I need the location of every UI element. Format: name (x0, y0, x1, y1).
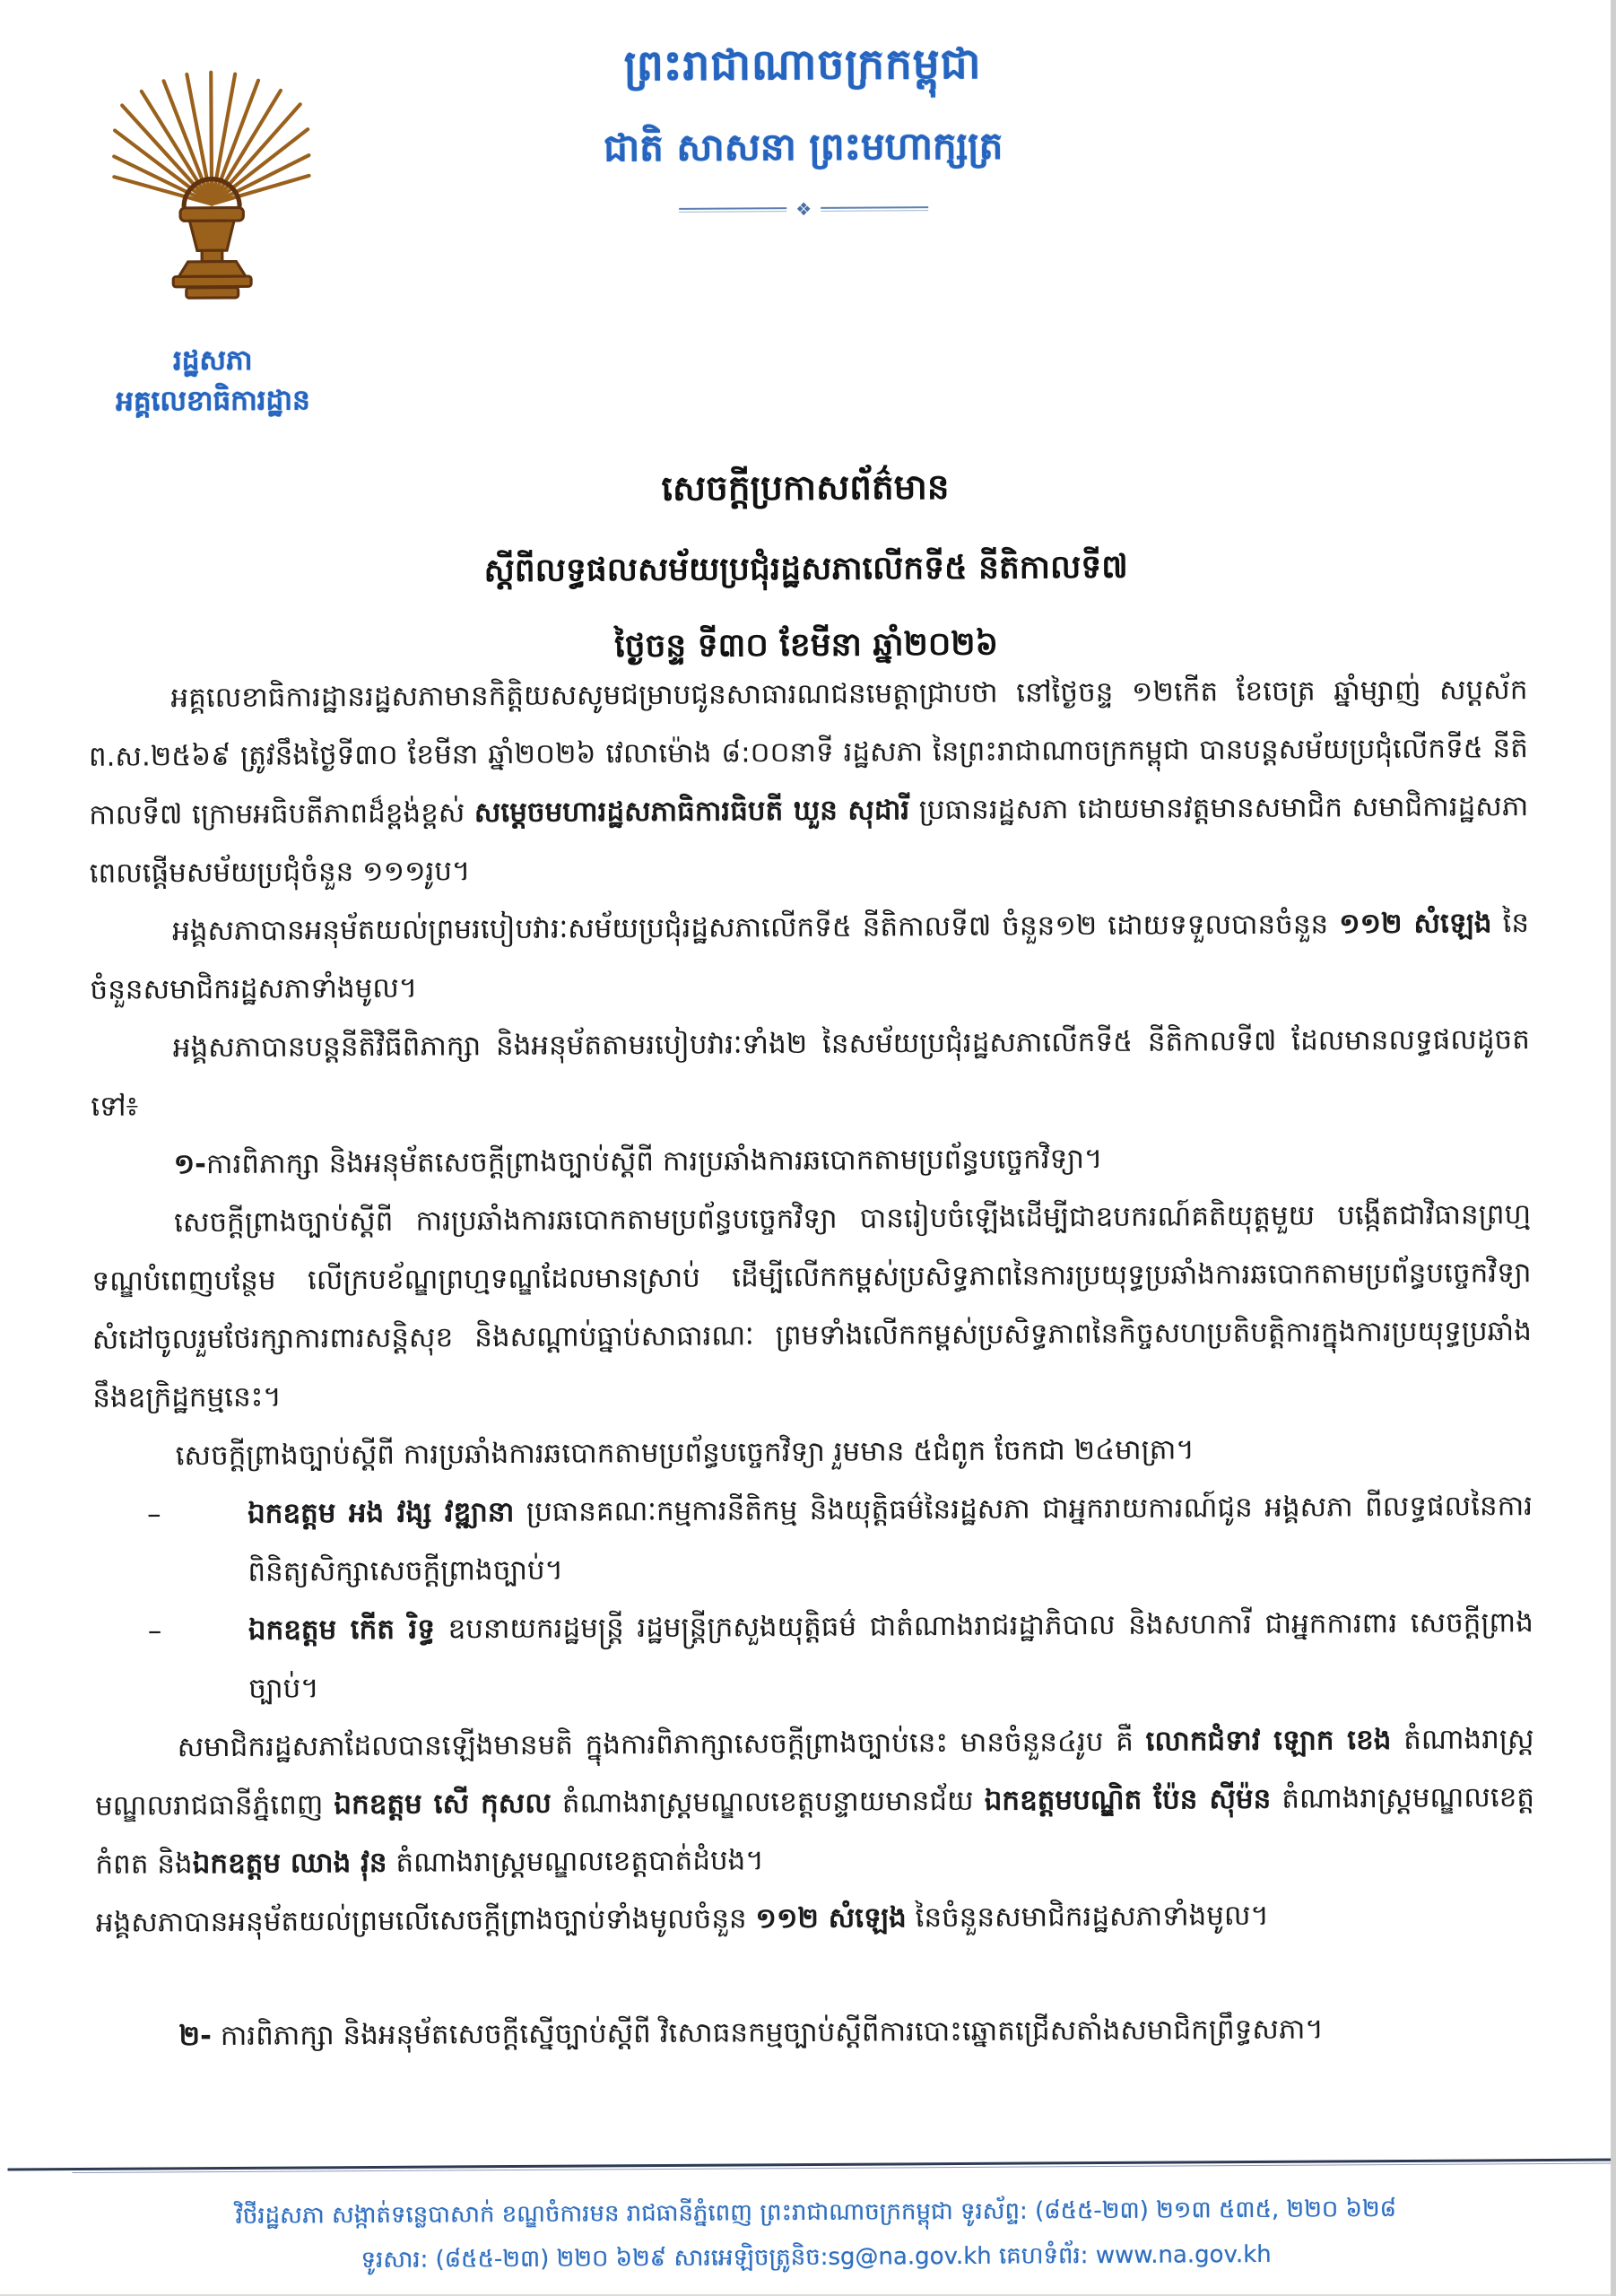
kingdom-motto-line1: ព្រះរាជាណាចក្រកម្ពុជា (623, 39, 982, 91)
paragraph-final-vote: អង្គសភាបានអនុម័តយល់ព្រមលើសេចក្តីព្រាងច្បាប់ទាំងមូលចំនួន ១១២ សំឡេង នៃចំនួនសមាជិករដ្ឋសភាទាំងមូល។ (95, 1899, 1269, 1939)
document-title (0, 462, 1614, 677)
bullet-rapporteur: – ឯកឧត្តម អង វង្ស វឌ្ឍានា ប្រធានគណៈកម្មការនីតិកម្ម និងយុត្តិធម៌នៃរដ្ឋសភា ជាអ្នករាយការណ៍ជូន អង្គសភា ពីលទ្ធផលនៃការពិនិត្យសិក្សាសេចក្តីព្រាងច្បាប់។ (147, 1477, 1533, 1602)
ornament-line-right (821, 206, 928, 212)
rosette-icon: ❖ (795, 197, 812, 221)
paragraph-agenda-vote: អង្គសភាបានអនុម័តយល់ព្រមរបៀបវារៈសម័យប្រជុំរដ្ឋសភាលើកទី៥ នីតិកាលទី៧ ចំនួន១២ ដោយទទួលបានចំនួន ១១២ សំឡេង នៃចំនួនសមាជិករដ្ឋសភាទាំងមូល។ (90, 907, 1530, 1006)
title-line1: សេចក្តីប្រកាសព័ត៌មាន (661, 467, 950, 509)
paragraph-item2-heading: ២- ការពិភាក្សា និងអនុម័តសេចក្តីស្នើច្បាប់ស្តីពី វិសោធនកម្មច្បាប់ស្តីពីការបោះឆ្នោតជ្រើសតាំងសមាជិកព្រឹទ្ធសភា។ (178, 2013, 1324, 2053)
footer-address-phone: វិថីរដ្ឋសភា សង្កាត់ទន្លេបាសាក់ ខណ្ឌចំការមន រាជធានីភ្នំពេញ ព្រះរាជាណាចក្រកម្ពុជា ទូរស័ព្ទ: (៨៥៥-២៣) ២១៣ ៥៣៥, ២២០ ៦២៨ (235, 2196, 1397, 2230)
scan-edge-artifact (1611, 0, 1616, 2296)
bullet-dash: – (147, 1614, 162, 1648)
ornament-line-left (679, 207, 786, 213)
document-footer (7, 2158, 1616, 2284)
title-line2: ស្តីពីលទ្ធផលសម័យប្រជុំរដ្ឋសភាលើកទី៥ នីតិកាលទី៧ (483, 548, 1128, 590)
paragraph-item1-heading: ១-ការពិភាក្សា និងអនុម័តសេចក្តីព្រាងច្បាប់ស្តីពី ការប្រឆាំងការឆបោកតាមប្រព័ន្ធបច្ចេកវិទ្យា។ (173, 1142, 1103, 1181)
institution-caption (83, 340, 343, 422)
title-line3: ថ្ងៃចន្ទ ទី៣០ ខែមីនា ឆ្នាំ២០២៦ (614, 625, 999, 665)
paragraph-opening: អគ្គលេខាធិការដ្ឋានរដ្ឋសភាមានកិត្តិយសសូមជម្រាបជូនសាធារណជនមេត្តាជ្រាបថា នៅថ្ងៃចន្ទ ១២កើត ខែចេត្រ ឆ្នាំម្សាញ់ សប្តស័ក ព.ស.២៥៦៩ ត្រូវនឹងថ្ងៃទី៣០ ខែមីនា ឆ្នាំ២០២៦ វេលាម៉ោង ៨:០០នាទី រដ្ឋសភា នៃព្រះរាជាណាចក្រកម្ពុជា បានបន្តសម័យប្រជុំលើកទី៥ នីតិកាលទី៧ ក្រោមអធិបតីភាពដ៏ខ្ពង់ខ្ពស់ សម្ដេចមហារដ្ឋសភាធិការធិបតី ឃួន សុដារី ប្រធានរដ្ឋសភា ដោយមានវត្តមានសមាជិក សមាជិការដ្ឋសភា ពេលផ្តើមសម័យប្រជុំចំនួន ១១១រូប។ (88, 674, 1529, 890)
institution-name: រដ្ឋសភា (172, 344, 253, 378)
paragraph-procedure: អង្គសភាបានបន្តនីតិវិធីពិភាក្សា និងអនុម័តតាមរបៀបវារៈទាំង២ នៃសម័យប្រជុំរដ្ឋសភាលើកទី៥ នីតិកាលទី៧ ដែលមានលទ្ធផលដូចតទៅ៖ (91, 1023, 1530, 1123)
bullet-government-defender: – ឯកឧត្តម កើត រិទ្ធ ឧបនាយករដ្ឋមន្ត្រី រដ្ឋមន្ត្រីក្រសួងយុត្តិធម៌ ជាតំណាងរាជរដ្ឋាភិបាល និងសហការី ជាអ្នកការពារ សេចក្តីព្រាងច្បាប់។ (148, 1594, 1534, 1718)
secretariat-name: អគ្គលេខាធិការដ្ឋាន (116, 384, 310, 418)
paragraph-chapters: សេចក្តីព្រាងច្បាប់ស្តីពី ការប្រឆាំងការឆបោកតាមប្រព័ន្ធបច្ចេកវិទ្យា រួមមាន ៥ជំពូក ចែកជា ២៤មាត្រា។ (175, 1433, 1195, 1473)
national-assembly-emblem (109, 310, 316, 328)
kingdom-motto-line2: ជាតិ សាសនា ព្រះមហាក្សត្រ (604, 123, 1003, 170)
document-body (88, 661, 1535, 2066)
bullet-dash: – (146, 1498, 161, 1531)
paragraph-speakers: សមាជិករដ្ឋសភាដែលបានឡើងមានមតិ ក្នុងការពិភាក្សាសេចក្តីព្រាងច្បាប់នេះ មានចំនួន៤រូប គឺ លោកជំទាវ ឡោក ខេង តំណាងរាស្ត្រមណ្ឌលរាជធានីភ្នំពេញ ឯកឧត្តម សើ កុសល តំណាងរាស្ត្រមណ្ឌលខេត្តបន្ទាយមានជ័យ ឯកឧត្តមបណ្ឌិត ប៉ែន ស៊ីម៉ន តំណាងរាស្ត្រមណ្ឌលខេត្តកំពត និងឯកឧត្តម ឈាង វុន តំណាងរាស្ត្រមណ្ឌលខេត្តបាត់ដំបង។ (94, 1723, 1535, 1881)
paragraph-draft-law-purpose: សេចក្តីព្រាងច្បាប់ស្តីពី ការប្រឆាំងការឆបោកតាមប្រព័ន្ធបច្ចេកវិទ្យា បានរៀបចំឡើងដើម្បីជាឧបករណ៍គតិយុត្តមួយ បង្កើតជាវិធានព្រហ្មទណ្ឌបំពេញបន្ថែម លើក្របខ័ណ្ឌព្រហ្មទណ្ឌដែលមានស្រាប់ ដើម្បីលើកកម្ពស់ប្រសិទ្ធភាពនៃការប្រយុទ្ធប្រឆាំងការឆបោកតាមប្រព័ន្ធបច្ចេកវិទ្យា សំដៅចូលរួមថែរក្សាការពារសន្តិសុខ និងសណ្តាប់ធ្នាប់សាធារណៈ ព្រមទាំងលើកកម្ពស់ប្រសិទ្ធភាពនៃកិច្ចសហប្រតិបត្តិការក្នុងការប្រយុទ្ធប្រឆាំងនឹងឧក្រិដ្ឋកម្មនេះ។ (91, 1198, 1532, 1414)
footer-fax-email-website: ទូរសារ: (៨៥៥-២៣) ២២០ ៦២៩ សារអេឡិចត្រូនិច:sg@na.gov.kh គេហទំព័រ: www.na.gov.kh (361, 2240, 1272, 2274)
emblem-block (81, 55, 343, 422)
